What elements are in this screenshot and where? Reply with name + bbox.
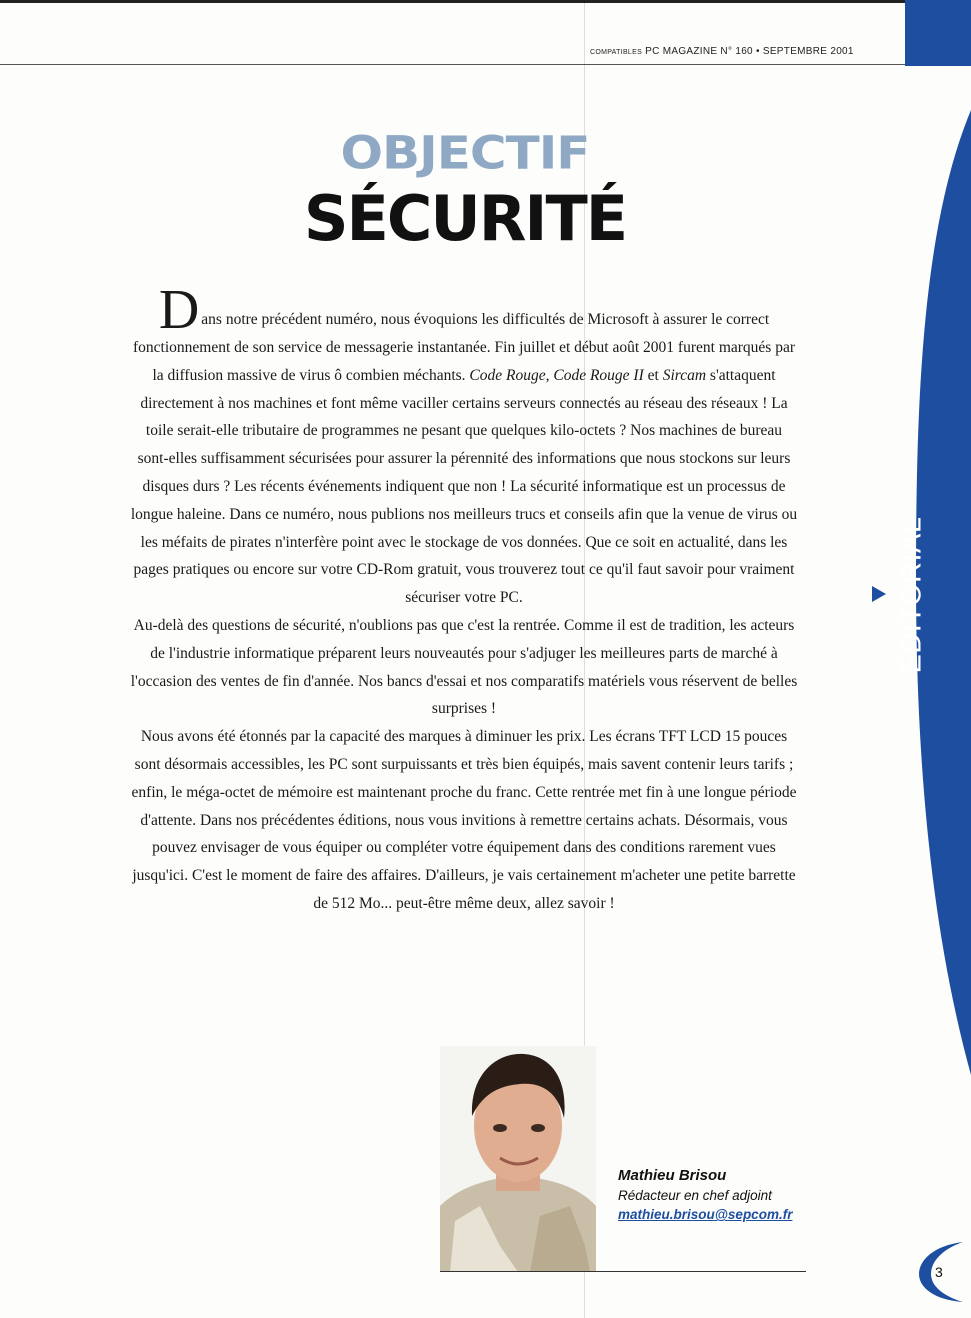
page-number: 3	[935, 1264, 943, 1280]
corner-color-block	[905, 0, 971, 66]
conjunction: et	[647, 366, 659, 384]
drop-cap: D	[158, 279, 200, 341]
virus-names-1: Code Rouge, Code Rouge II	[469, 366, 644, 384]
paragraph-3: Nous avons été étonnés par la capacité des marques à diminuer les prix. Les écrans TFT LCD 15 pouces sont désormais accessibles, les PC sont surpuissants et très bien équipés, mais savent contenir leurs tarifs ; enfin, le méga-octet de mémoire est maintenant proche du franc. Cette rentrée met fin à une longue période d'attente. Dans nos précédentes éditions, nous vous invitions à remettre certains achats. Désormais, vous pouvez envisager de vous équiper ou compléter votre équipement dans des conditions rarement vues jusqu'ici. C'est le moment de faire des affaires. D'ailleurs, je vais certainement m'acheter une petite barrette de 512 Mo... peut-être même deux, allez savoir !	[131, 728, 797, 912]
section-tab	[882, 516, 942, 674]
virus-name-2: Sircam	[662, 366, 707, 384]
title-line-1: OBJECTIF	[340, 126, 590, 180]
photo-rule	[440, 1271, 806, 1272]
paragraph-1	[130, 279, 798, 612]
author-email-link[interactable]: mathieu.brisou@sepcom.fr	[618, 1207, 793, 1222]
paragraph-1-text: ans notre précédent numéro, nous évoquions les difficultés de Microsoft à assurer le correct fonctionnement de son service de messagerie instantanée. Fin juillet et début août 2001 furent marqués par la diffusion massive de virus ô combien méchants.	[133, 311, 795, 384]
header-prefix: COMPATIBLES	[590, 49, 643, 56]
top-rule	[0, 0, 905, 3]
title-line-2: SÉCURITÉ	[303, 182, 627, 255]
signature-block	[618, 1167, 792, 1222]
author-name: Mathieu Brisou	[618, 1167, 727, 1184]
paragraph-2: Au-delà des questions de sécurité, n'oublions pas que c'est la rentrée. Comme il est de tradition, les acteurs de l'industrie informatique préparent leurs nouveautés pour s'adjuger les meilleures parts de marché à l'occasion des ventes de fin d'année. Nos bancs d'essai et nos comparatifs matériels vous réservent de belles surprises !	[130, 616, 798, 718]
page-number-badge	[917, 1240, 967, 1309]
running-header	[590, 46, 854, 57]
editorial-body	[130, 279, 798, 918]
header-rule	[0, 64, 905, 65]
author-role: Rédacteur en chef adjoint	[618, 1188, 772, 1203]
paragraph-1-end: s'attaquent directement à nos machines et font même vaciller certains serveurs connectés au réseau des réseaux ! La toile serait-elle tributaire de programmes ne pesant que quelques kilo-octets ? Nos machines de bureau sont-elles suffisamment sécurisées pour assurer la pérennité des informations que nous stockons sur leurs disques durs ? Les récents événements indiquent que non ! La sécurité informatique est un processus de longue haleine. Dans ce numéro, nous publions nos meilleurs trucs et conseils afin que la venue de virus ou les méfaits de pirates n'interfère point avec le stockage de vos données. Que ce soit en actualité, dans les pages pratiques ou encore sur votre CD-Rom gratuit, vous trouverez tout ce qu'il faut savoir pour vraiment sécuriser votre PC.	[130, 366, 798, 607]
author-photo	[440, 1046, 596, 1272]
section-tab-label: ÉDITORIAL	[895, 516, 928, 674]
header-publication: PC MAGAZINE N° 160 • SEPTEMBRE 2001	[645, 46, 854, 57]
